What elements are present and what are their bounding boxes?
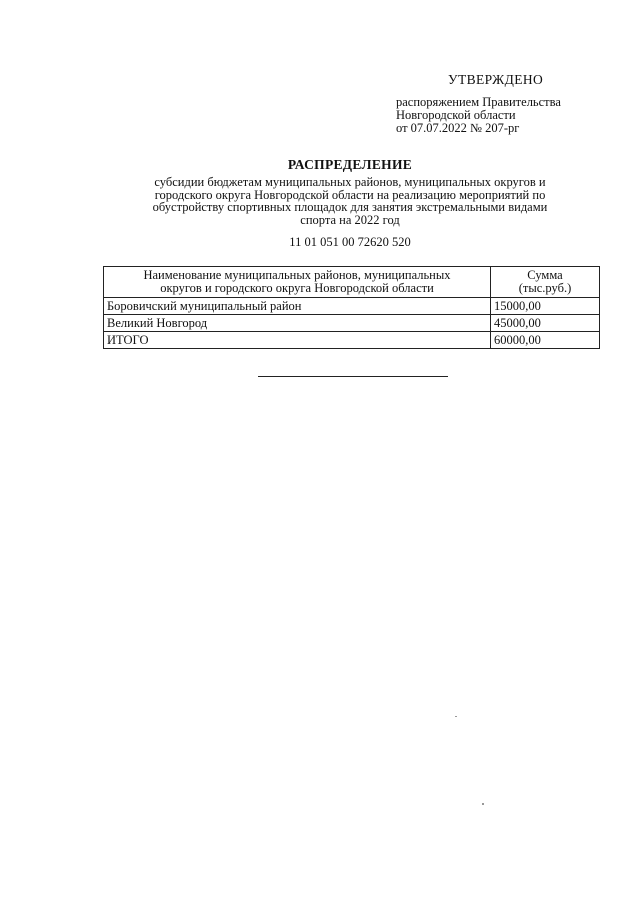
table-row bbox=[104, 298, 600, 315]
distribution-table bbox=[103, 266, 600, 349]
header-name-line-1: Наименование муниципальных районов, муниципальных bbox=[143, 268, 451, 282]
header-name-line-2: округов и городского округа Новгородской области bbox=[160, 281, 434, 295]
subtitle-line-1: субсидии бюджетам муниципальных районов, муниципальных округов и bbox=[154, 175, 546, 189]
subtitle-line-4: спорта на 2022 год bbox=[300, 212, 400, 227]
approval-line-1: распоряжением Правительства bbox=[396, 95, 561, 109]
scan-speck bbox=[482, 803, 484, 805]
row-name: Великий Новгород bbox=[104, 315, 491, 332]
document-subtitle bbox=[104, 176, 596, 226]
table-row-total bbox=[104, 332, 600, 349]
subtitle-line-2: городского округа Новгородской области на реализацию мероприятий по bbox=[154, 187, 546, 202]
approval-line-3: от 07.07.2022 № 207-рг bbox=[396, 121, 520, 135]
approval-title: УТВЕРЖДЕНО bbox=[448, 72, 544, 87]
approval-stamp bbox=[396, 73, 626, 135]
header-sum-line-1: Сумма bbox=[527, 268, 563, 282]
header-name bbox=[104, 267, 491, 298]
total-label: ИТОГО bbox=[104, 332, 491, 349]
header-sum-line-2: (тыс.руб.) bbox=[518, 281, 572, 295]
scan-speck bbox=[455, 716, 457, 717]
total-sum: 60000,00 bbox=[491, 332, 600, 349]
subtitle-line-3: обустройству спортивных площадок для занятия экстремальными видами bbox=[152, 200, 548, 214]
table-header-row bbox=[104, 267, 600, 298]
document-title: РАСПРЕДЕЛЕНИЕ bbox=[287, 157, 413, 172]
closing-rule bbox=[258, 376, 448, 377]
budget-code: 11 01 051 00 72620 520 bbox=[289, 235, 411, 249]
row-sum: 45000,00 bbox=[491, 315, 600, 332]
approval-line-2: Новгородской области bbox=[396, 108, 516, 122]
row-name: Боровичский муниципальный район bbox=[104, 298, 491, 315]
table-row bbox=[104, 315, 600, 332]
row-sum: 15000,00 bbox=[491, 298, 600, 315]
header-sum bbox=[491, 267, 600, 298]
